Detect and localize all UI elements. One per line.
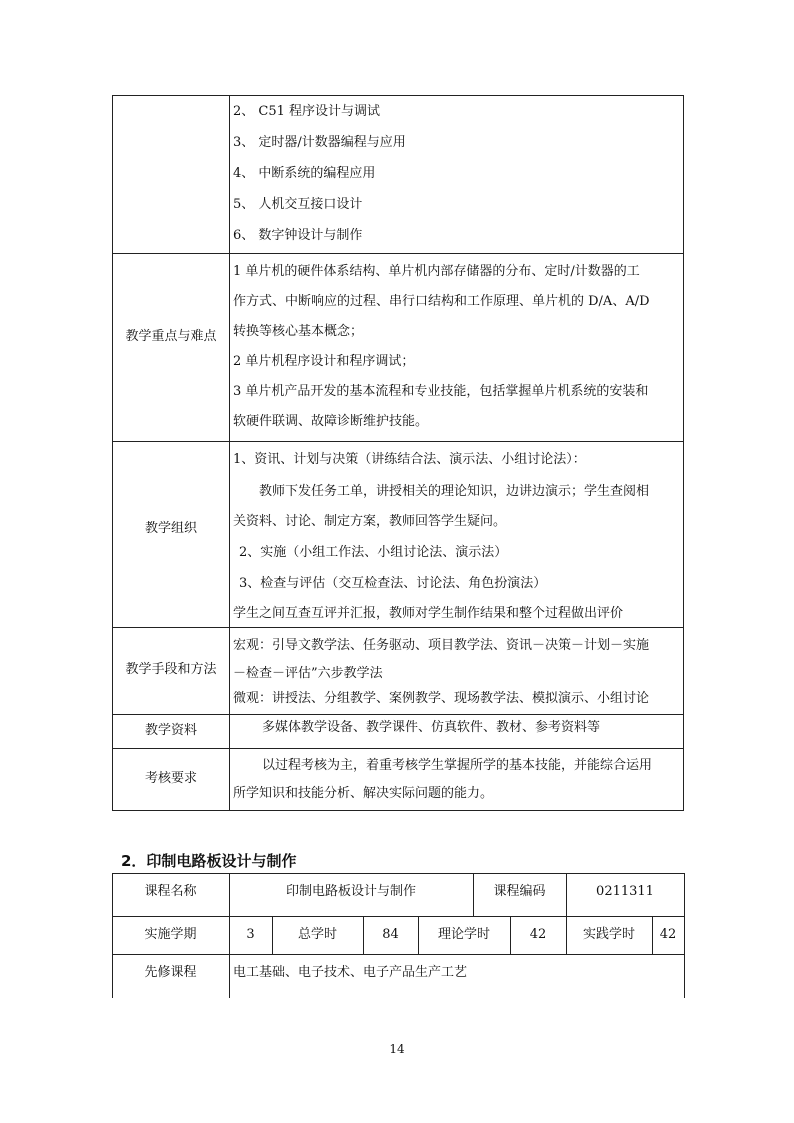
assessment-label: 考核要求 xyxy=(144,771,197,786)
list-item: 2、 C51 程序设计与调试 xyxy=(233,104,381,119)
materials-label: 教学资料 xyxy=(144,723,197,738)
text-line: 2 单片机程序设计和程序调试； xyxy=(233,354,415,369)
list-item: 5、 人机交互接口设计 xyxy=(233,197,363,212)
text-line: 以过程考核为主，着重考核学生掌握所学的基本技能，并能综合运用 xyxy=(262,758,653,773)
materials-text: 多媒体教学设备、教学课件、仿真软件、教材、参考资料等 xyxy=(262,720,601,735)
text-line: 微观：讲授法、分组教学、案例教学、现场教学法、模拟演示、小组讨论 xyxy=(233,691,650,706)
practice-hours-label: 实践学时 xyxy=(582,927,635,942)
total-hours-label: 总学时 xyxy=(297,927,337,942)
list-item: 6、 数字钟设计与制作 xyxy=(233,228,363,243)
list-item: 3、 定时器/计数器编程与应用 xyxy=(233,135,406,150)
semester-value: 3 xyxy=(246,927,255,942)
semester-label: 实施学期 xyxy=(144,927,197,942)
text-line: 学生之间互查互评并汇报，教师对学生制作结果和整个过程做出评价 xyxy=(233,606,624,621)
text-line: 宏观：引导文教学法、任务驱动、项目教学法、资讯－决策－计划－实施 xyxy=(233,638,650,653)
text-line: 3、检查与评估（交互检查法、讨论法、角色扮演法） xyxy=(239,576,547,591)
course-name-label: 课程名称 xyxy=(144,884,197,899)
focus-label: 教学重点与难点 xyxy=(125,329,217,344)
practice-hours-value: 42 xyxy=(659,927,677,942)
prereq-label: 先修课程 xyxy=(144,965,197,980)
page-number: 14 xyxy=(389,1042,405,1056)
section-title: 2．印制电路板设计与制作 xyxy=(121,852,297,870)
text-line: 1、资讯、计划与决策（讲练结合法、演示法、小组讨论法）： xyxy=(233,452,586,467)
prereq-value: 电工基础、电子技术、电子产品生产工艺 xyxy=(233,965,468,980)
text-line: 教师下发任务工单，讲授相关的理论知识，边讲边演示；学生查阅相 xyxy=(259,484,650,499)
theory-hours-value: 42 xyxy=(529,927,547,942)
course-code-value: 0211311 xyxy=(596,884,654,899)
text-line: 转换等核心基本概念； xyxy=(233,324,364,339)
methods-label: 教学手段和方法 xyxy=(125,662,217,677)
course-name-value: 印制电路板设计与制作 xyxy=(285,884,416,899)
text-line: 软硬件联调、故障诊断维护技能。 xyxy=(233,414,429,429)
list-item: 4、 中断系统的编程应用 xyxy=(233,166,376,181)
course-code-label: 课程编码 xyxy=(493,884,546,899)
organization-label: 教学组织 xyxy=(144,521,197,536)
total-hours-value: 84 xyxy=(382,927,399,942)
text-line: 关资料、讨论、制定方案，教师回答学生疑问。 xyxy=(233,514,507,529)
text-line: 2、实施（小组工作法、小组讨论法、演示法） xyxy=(239,545,508,560)
text-line: 3 单片机产品开发的基本流程和专业技能，包括掌握单片机系统的安装和 xyxy=(233,384,649,399)
theory-hours-label: 理论学时 xyxy=(437,927,490,942)
text-line: 作方式、中断响应的过程、串行口结构和工作原理、单片机的 D/A、A/D xyxy=(233,294,650,309)
text-line: 所学知识和技能分析、解决实际问题的能力。 xyxy=(233,786,494,801)
text-line: 1 单片机的硬件体系结构、单片机内部存储器的分布、定时/计数器的工 xyxy=(233,264,640,279)
text-line: －检查－评估”六步教学法 xyxy=(233,666,383,681)
